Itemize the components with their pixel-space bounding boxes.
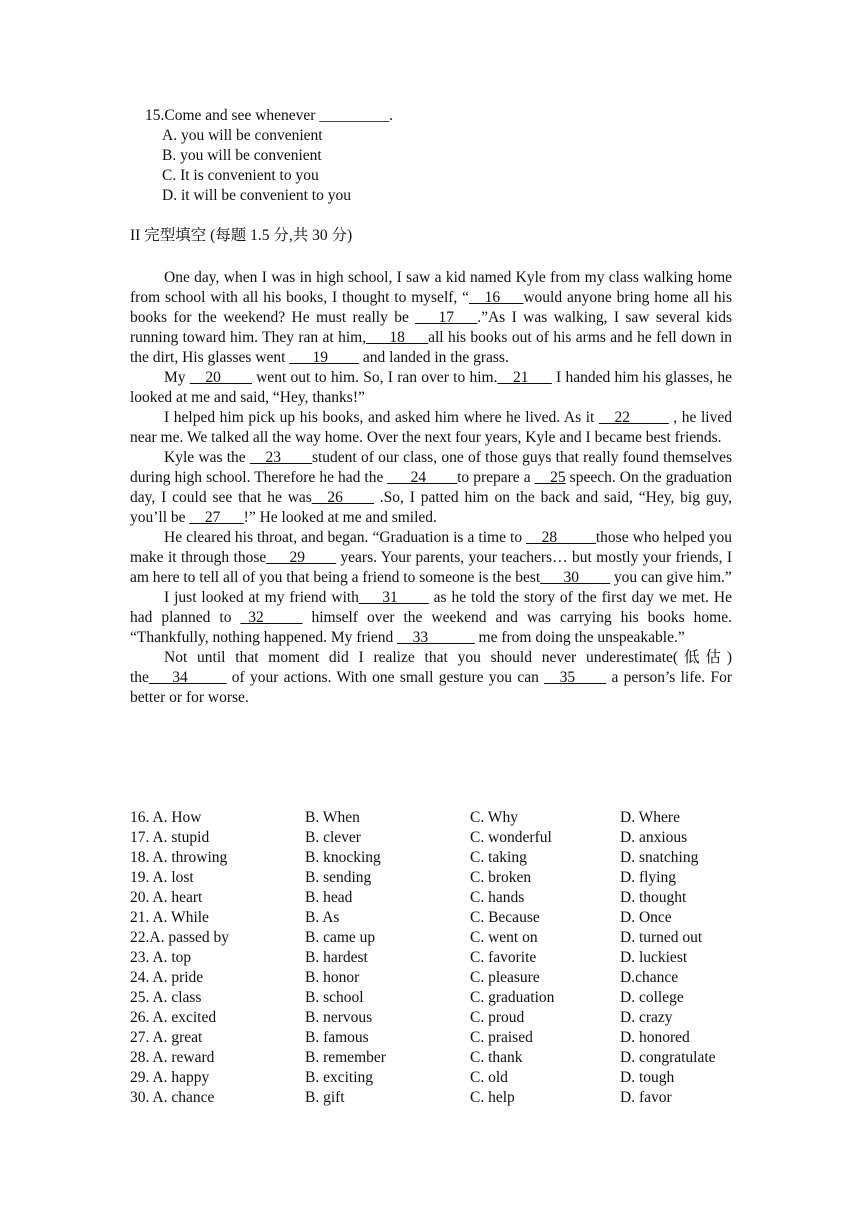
cloze-options-list — [130, 808, 740, 1108]
option-row — [130, 888, 740, 908]
option-choice: D. Where — [620, 809, 680, 826]
option-choice: 20. A. heart — [130, 889, 203, 906]
passage-text: .So, I patted him on the back and said, “Hey, big guy, you’ll be — [130, 489, 732, 526]
passage-text: all his books out of his arms and he fell down in the dirt, His glasses went — [130, 329, 732, 366]
passage-paragraph — [130, 648, 732, 708]
option-row — [130, 988, 740, 1008]
blank-field: ___30____ — [540, 569, 610, 586]
option-choice: B. school — [305, 989, 364, 1006]
passage-text: himself over the weekend and was carrying his books home. “Thankfully, nothing happened. My friend — [130, 609, 732, 646]
passage-text: those who helped you make it through those — [130, 529, 732, 566]
blank-field: ___31____ — [358, 589, 429, 606]
option-choice: B. gift — [305, 1089, 345, 1106]
blank-field: __33______ — [397, 629, 475, 646]
question-15-option-c: C. It is convenient to you — [162, 167, 319, 184]
blank-field: __26____ — [311, 489, 374, 506]
blank-field: _32_____ — [240, 609, 303, 626]
cloze-passage — [130, 268, 732, 708]
option-row — [130, 868, 740, 888]
option-choice: D. favor — [620, 1089, 672, 1106]
option-row — [130, 808, 740, 828]
option-choice: C. help — [470, 1089, 515, 1106]
question-15-stem: 15.Come and see whenever _________. — [145, 107, 393, 124]
passage-text: and landed in the grass. — [359, 349, 509, 366]
passage-text: a person’s life. For better or for worse. — [130, 669, 732, 706]
option-choice: D. flying — [620, 869, 676, 886]
passage-paragraph — [130, 368, 732, 408]
passage-text: me from doing the unspeakable.” — [474, 629, 685, 646]
passage-text: as he told the story of the first day we met. He had planned to — [130, 589, 732, 626]
option-choice: B. famous — [305, 1029, 369, 1046]
option-choice: D. honored — [620, 1029, 690, 1046]
passage-text: One day, when I was in high school, I saw a kid named Kyle from my class walking home from school with all his books, I thought to myself, “ — [130, 269, 732, 306]
option-choice: C. taking — [470, 849, 527, 866]
option-choice: B. nervous — [305, 1009, 373, 1026]
blank-field: ___17___ — [415, 309, 478, 326]
passage-text: of your actions. With one small gesture you can — [226, 669, 545, 686]
option-choice: 25. A. class — [130, 989, 202, 1006]
blank-field: ___18___ — [366, 329, 429, 346]
blank-field: __22_____ — [598, 409, 669, 426]
option-row — [130, 1048, 740, 1068]
passage-text: student of our class, one of those guys that really found themselves during high school. Therefore he had the — [130, 449, 732, 486]
option-choice: C. went on — [470, 929, 538, 946]
section-title: II 完型填空 (每题 1.5 分,共 30 分) — [130, 227, 353, 244]
blank-field: __21___ — [497, 369, 552, 386]
passage-paragraph — [130, 268, 732, 368]
option-choice: 21. A. While — [130, 909, 209, 926]
option-choice: B. As — [305, 909, 340, 926]
option-choice: C. praised — [470, 1029, 533, 1046]
option-choice: C. hands — [470, 889, 525, 906]
option-choice: C. pleasure — [470, 969, 540, 986]
option-row — [130, 928, 740, 948]
option-row — [130, 948, 740, 968]
blank-field: __23____ — [249, 449, 312, 466]
option-row — [130, 828, 740, 848]
option-choice: D. thought — [620, 889, 687, 906]
option-choice: D. congratulate — [620, 1049, 716, 1066]
option-choice: B. clever — [305, 829, 361, 846]
option-choice: D. tough — [620, 1069, 675, 1086]
option-choice: B. When — [305, 809, 360, 826]
passage-text: Not until that moment did I realize that you should never underestimate(低估) the — [130, 649, 732, 686]
option-choice: D. anxious — [620, 829, 688, 846]
option-choice: B. remember — [305, 1049, 386, 1066]
blank-field: ___19____ — [289, 349, 360, 366]
passage-paragraph — [130, 528, 732, 588]
option-choice: 27. A. great — [130, 1029, 203, 1046]
question-15-option-d: D. it will be convenient to you — [162, 187, 351, 204]
option-choice: 24. A. pride — [130, 969, 204, 986]
option-choice: 16. A. How — [130, 809, 202, 826]
option-row — [130, 968, 740, 988]
passage-paragraph — [130, 448, 732, 528]
passage-text: I helped him pick up his books, and asked him where he lived. As it — [164, 409, 599, 426]
option-choice: B. honor — [305, 969, 360, 986]
passage-text: .”As I was walking, I saw several kids running toward him. They ran at him, — [130, 309, 732, 346]
blank-field: __25 — [534, 469, 566, 486]
option-row — [130, 1088, 740, 1108]
passage-text: He cleared his throat, and began. “Graduation is a time to — [164, 529, 527, 546]
passage-text: I handed him his glasses, he looked at me and said, “Hey, thanks!” — [130, 369, 732, 406]
passage-paragraph — [130, 588, 732, 648]
option-choice: D. turned out — [620, 929, 703, 946]
option-row — [130, 848, 740, 868]
passage-text: I just looked at my friend with — [164, 589, 359, 606]
option-choice: D. snatching — [620, 849, 699, 866]
option-row — [130, 1068, 740, 1088]
passage-text: went out to him. So, I ran over to him. — [251, 369, 498, 386]
option-choice: C. favorite — [470, 949, 537, 966]
passage-text: , he lived near me. We talked all the way home. Over the next four years, Kyle and I became best friends. — [130, 409, 732, 446]
option-choice: C. broken — [470, 869, 532, 886]
option-choice: 19. A. lost — [130, 869, 194, 886]
passage-text: would anyone bring home all his books for the weekend? He must really be — [130, 289, 732, 326]
option-choice: 26. A. excited — [130, 1009, 217, 1026]
blank-field: __20____ — [189, 369, 252, 386]
option-choice: 17. A. stupid — [130, 829, 210, 846]
option-choice: 22.A. passed by — [130, 929, 230, 946]
option-choice: B. hardest — [305, 949, 368, 966]
option-choice: C. graduation — [470, 989, 555, 1006]
question-15 — [145, 106, 393, 206]
option-choice: C. old — [470, 1069, 508, 1086]
option-choice: B. knocking — [305, 849, 381, 866]
option-choice: B. sending — [305, 869, 372, 886]
option-choice: 29. A. happy — [130, 1069, 210, 1086]
option-choice: C. wonderful — [470, 829, 552, 846]
option-choice: 23. A. top — [130, 949, 192, 966]
passage-paragraph — [130, 408, 732, 448]
passage-text: My — [164, 369, 190, 386]
option-choice: B. head — [305, 889, 353, 906]
passage-text: years. Your parents, your teachers… but mostly your friends, I am here to tell all of you that being a friend to someone is the best — [130, 549, 732, 586]
passage-text: Kyle was the — [164, 449, 250, 466]
question-15-option-a: A. you will be convenient — [162, 127, 323, 144]
option-choice: D. college — [620, 989, 684, 1006]
option-choice: B. exciting — [305, 1069, 374, 1086]
option-row — [130, 908, 740, 928]
passage-text: !” He looked at me and smiled. — [243, 509, 437, 526]
option-choice: 18. A. throwing — [130, 849, 228, 866]
option-choice: 30. A. chance — [130, 1089, 215, 1106]
option-row — [130, 1008, 740, 1028]
option-choice: B. came up — [305, 929, 376, 946]
blank-field: __35____ — [544, 669, 607, 686]
option-choice: D. luckiest — [620, 949, 688, 966]
passage-text: to prepare a — [457, 469, 535, 486]
option-choice: C. proud — [470, 1009, 525, 1026]
question-15-option-b: B. you will be convenient — [162, 147, 322, 164]
blank-field: ___34_____ — [148, 669, 227, 686]
passage-text: speech. On the graduation day, I could see that he was — [130, 469, 732, 506]
blank-field: __27___ — [189, 509, 244, 526]
blank-field: __28_____ — [526, 529, 596, 546]
blank-field: ___29____ — [266, 549, 337, 566]
option-choice: D. crazy — [620, 1009, 673, 1026]
blank-field: ___24____ — [387, 469, 458, 486]
option-choice: C. Why — [470, 809, 518, 826]
option-choice: C. thank — [470, 1049, 523, 1066]
option-row — [130, 1028, 740, 1048]
option-choice: 28. A. reward — [130, 1049, 215, 1066]
option-choice: D. Once — [620, 909, 672, 926]
option-choice: D.chance — [620, 969, 679, 986]
passage-text: you can give him.” — [609, 569, 732, 586]
blank-field: __16___ — [469, 289, 524, 306]
option-choice: C. Because — [470, 909, 540, 926]
